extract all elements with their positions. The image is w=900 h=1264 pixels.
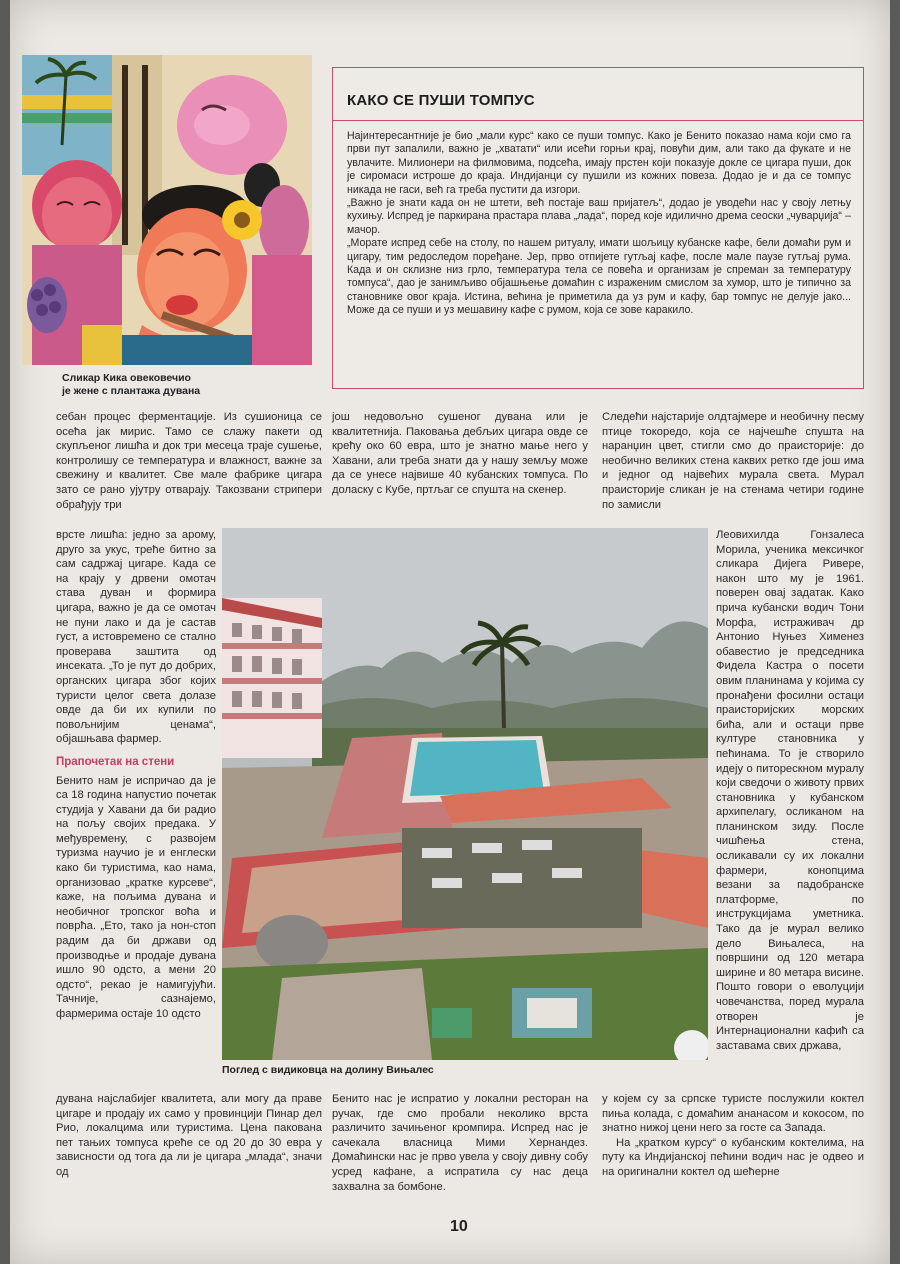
- body-text: себан процес ферментације. Из сушионица се осећа јак мирис. Тамо се слажу пакети од скупљеног лишћа и док три месеца траје сушење, контролишу се температура и влажност, важне за свежину и квалитет. Све мале фабрике цигара зато се рано ујутру отварају. Такозвани стрипери обрађују три: [56, 411, 322, 511]
- body-text: врсте лишћа: једно за арому, друго за укус, треће битно за сам садржај цигаре. Када се на крају у дрвени омотач става дуван и формира цигара, важно је да се омотач не пуни лако и да је састав густ, а истовремено се стално проверава заштита од инсеката. „То је пут до добрих, органских цигара због којих туристи целог света долазе овде да би их купили по повољнијим ценама“, објашњава фармер.: [56, 529, 216, 746]
- box-paragraph: „Важно је знати када он не штети, већ постаје ваш пријатељ“, додао је уводећи нас у своју летњу кухињу. Испред је паркирана прастара плава „лада“, поред које идилично дрема сеоски „чуварџија“ – мачор.: [347, 197, 851, 236]
- body-text: Леовихилда Гонзалеса Морила, ученика мексичког сликара Дијега Ривере, након што му је 1961. поверен овај задатак. Како прича кубански водич Тони Морфа, истраживач др Антонио Нуњез Хименез обавестио је председника Фидела Кастра о посети овим планинама у којима су пронађени фосилни остаци праисторијских морских бића, али и остаци прве културе становника у пећинама. То је створило идеју о питорескном муралу који сведочи о животу првих становника у кубанском архипелагу, осликаном на планинском зиду. После чишћења стена, осликавали су их локални фармери, конопцима везани за падобранске платформе, по инструкцијама уметника. Тако да је мурал велико дело Вињалеса, на површини од 120 метара ширине и 80 метара висине. Пошто говори о еволуцији човечанства, поред мурала отворен је Интернационални кафић са заставама свих држава,: [716, 529, 864, 1052]
- painting-caption: [62, 372, 200, 398]
- column-1-narrow: [56, 528, 216, 1022]
- sidebar-box: [332, 67, 864, 389]
- box-paragraph: Најинтересантније је био „мали курс“ како се пуши томпус. Како је Бенито показао нама који смо га први пут запалили, важно је „хватати“ или исећи горњи крај, повући дим, али тако да фукате и не увлачите. Милионери на филмовима, подсећа, имају прстен који показује докле се цигара пуши, док је сиромаси истроше до краја. Индијанци су пушили из кожних повеза. Додао је и да се томпус никада не гаси, већ га треба пустити да изгори.: [347, 130, 851, 196]
- box-body: [347, 130, 851, 318]
- photo-caption: Поглед с видиковца на долину Вињалес: [222, 1064, 434, 1076]
- column-2-bottom: [332, 1092, 588, 1194]
- body-text: Бенито нас је испратио у локални ресторан на ручак, где смо пробали неколико врста различито зачињеног кромпира. Испред нас је сачекала власница Мими Хернандез. Домаћински нас је прво увела у своју дивну собу усред кафане, а испратила су нас деца захвална за бомбоне.: [332, 1093, 588, 1193]
- column-2-top: [332, 410, 588, 498]
- body-text: још недовољно сушеног дувана или је квалитетнија. Паковања дебљих цигара овде се крећу око 60 евра, што је знатно мање него у Хавани, али треба знати да у нашу земљу може да се унесе највише 40 кубанских томпуса. По доласку с Кубе, пртљаг се спушта на скенер.: [332, 411, 588, 496]
- body-text: Следећи најстарије олдтајмере и необичну песму птице токоредо, која се најчешће спушта на наранџин цвет, стигли смо до праисторије: до необично великих стена каквих ретко где још има и једног од највећих мурала света. Мурал праисторије сликан је на стенама четири године по замисли: [602, 411, 864, 511]
- body-text: На „кратком курсу“ о кубанским коктелима, на путу ка Индијанској пећини водич нас је одвео и на оригинални коктел од шећерне: [602, 1136, 864, 1178]
- caption-line: Сликар Кика овековечио: [62, 372, 191, 384]
- column-3-narrow: [716, 528, 864, 1053]
- body-text: дувана најслабијег квалитета, али могу да праве цигаре и продају их само у провинцији Пинар дел Рио, локалцима или туристима. Цена пакована пет тањих томпуса креће се од 20 до 30 евра у зависности од тога да ли је цигара „млада“, значи од: [56, 1093, 322, 1178]
- column-3-top: [602, 410, 864, 512]
- painting-image: [22, 55, 312, 365]
- box-divider: [333, 120, 863, 121]
- caption-line: је жене с плантажа дувана: [62, 385, 201, 397]
- section-subhead: Прапочетак на стени: [56, 755, 175, 768]
- column-1-bottom: [56, 1092, 322, 1180]
- page-number: 10: [450, 1218, 468, 1235]
- column-3-bottom: [602, 1092, 864, 1180]
- column-1-top: [56, 410, 322, 512]
- body-text: Бенито нам је испричао да је са 18 година напустио почетак студија у Хавани да би радио на пољу својих предака. У међувремену, с развојем туризма научио је и енглески како би туристима, као нама, организовао „кратке курсеве“, каже, на пољима дувана и необичног тропског воћа и поврћа. „Ето, тако ја нон-стоп радим да би држави од производње и продаје дувана ишло 90 одсто, а мени 20 одсто“, рекао је намигујући. Тачније, сазнајемо, фармерима остаје 10 одсто: [56, 774, 216, 1020]
- body-text: у којем су за српске туристе послужили коктел пиња колада, с домаћим ананасом и кокосом, по знатно нижој цени него за госте са Запада.: [602, 1093, 864, 1135]
- magazine-page: [10, 0, 890, 1264]
- box-paragraph: „Морате испред себе на столу, по нашем ритуалу, имати шољицу кубанске кафе, бели домаћи рум и цигару, тим редоследом поређане. Јер, прво отпијете гутљај кафе, после мале паузе гутљај рума. Када и он склизне низ грло, температура тела се повећа и организам је спреман за температуру томпуса“, дао је занимљиво објашњење домаћин с израженим смислом за хумор, што је типично за становнике овог краја. Истина, већина је приметила да уз рум и кафу, бар томпус не делује јако... Може да се пуши и уз мешавину кафе с румом, која се зове каракило.: [347, 237, 851, 317]
- box-title: КАКО СЕ ПУШИ ТОМПУС: [347, 92, 535, 109]
- valley-photo: [222, 528, 708, 1060]
